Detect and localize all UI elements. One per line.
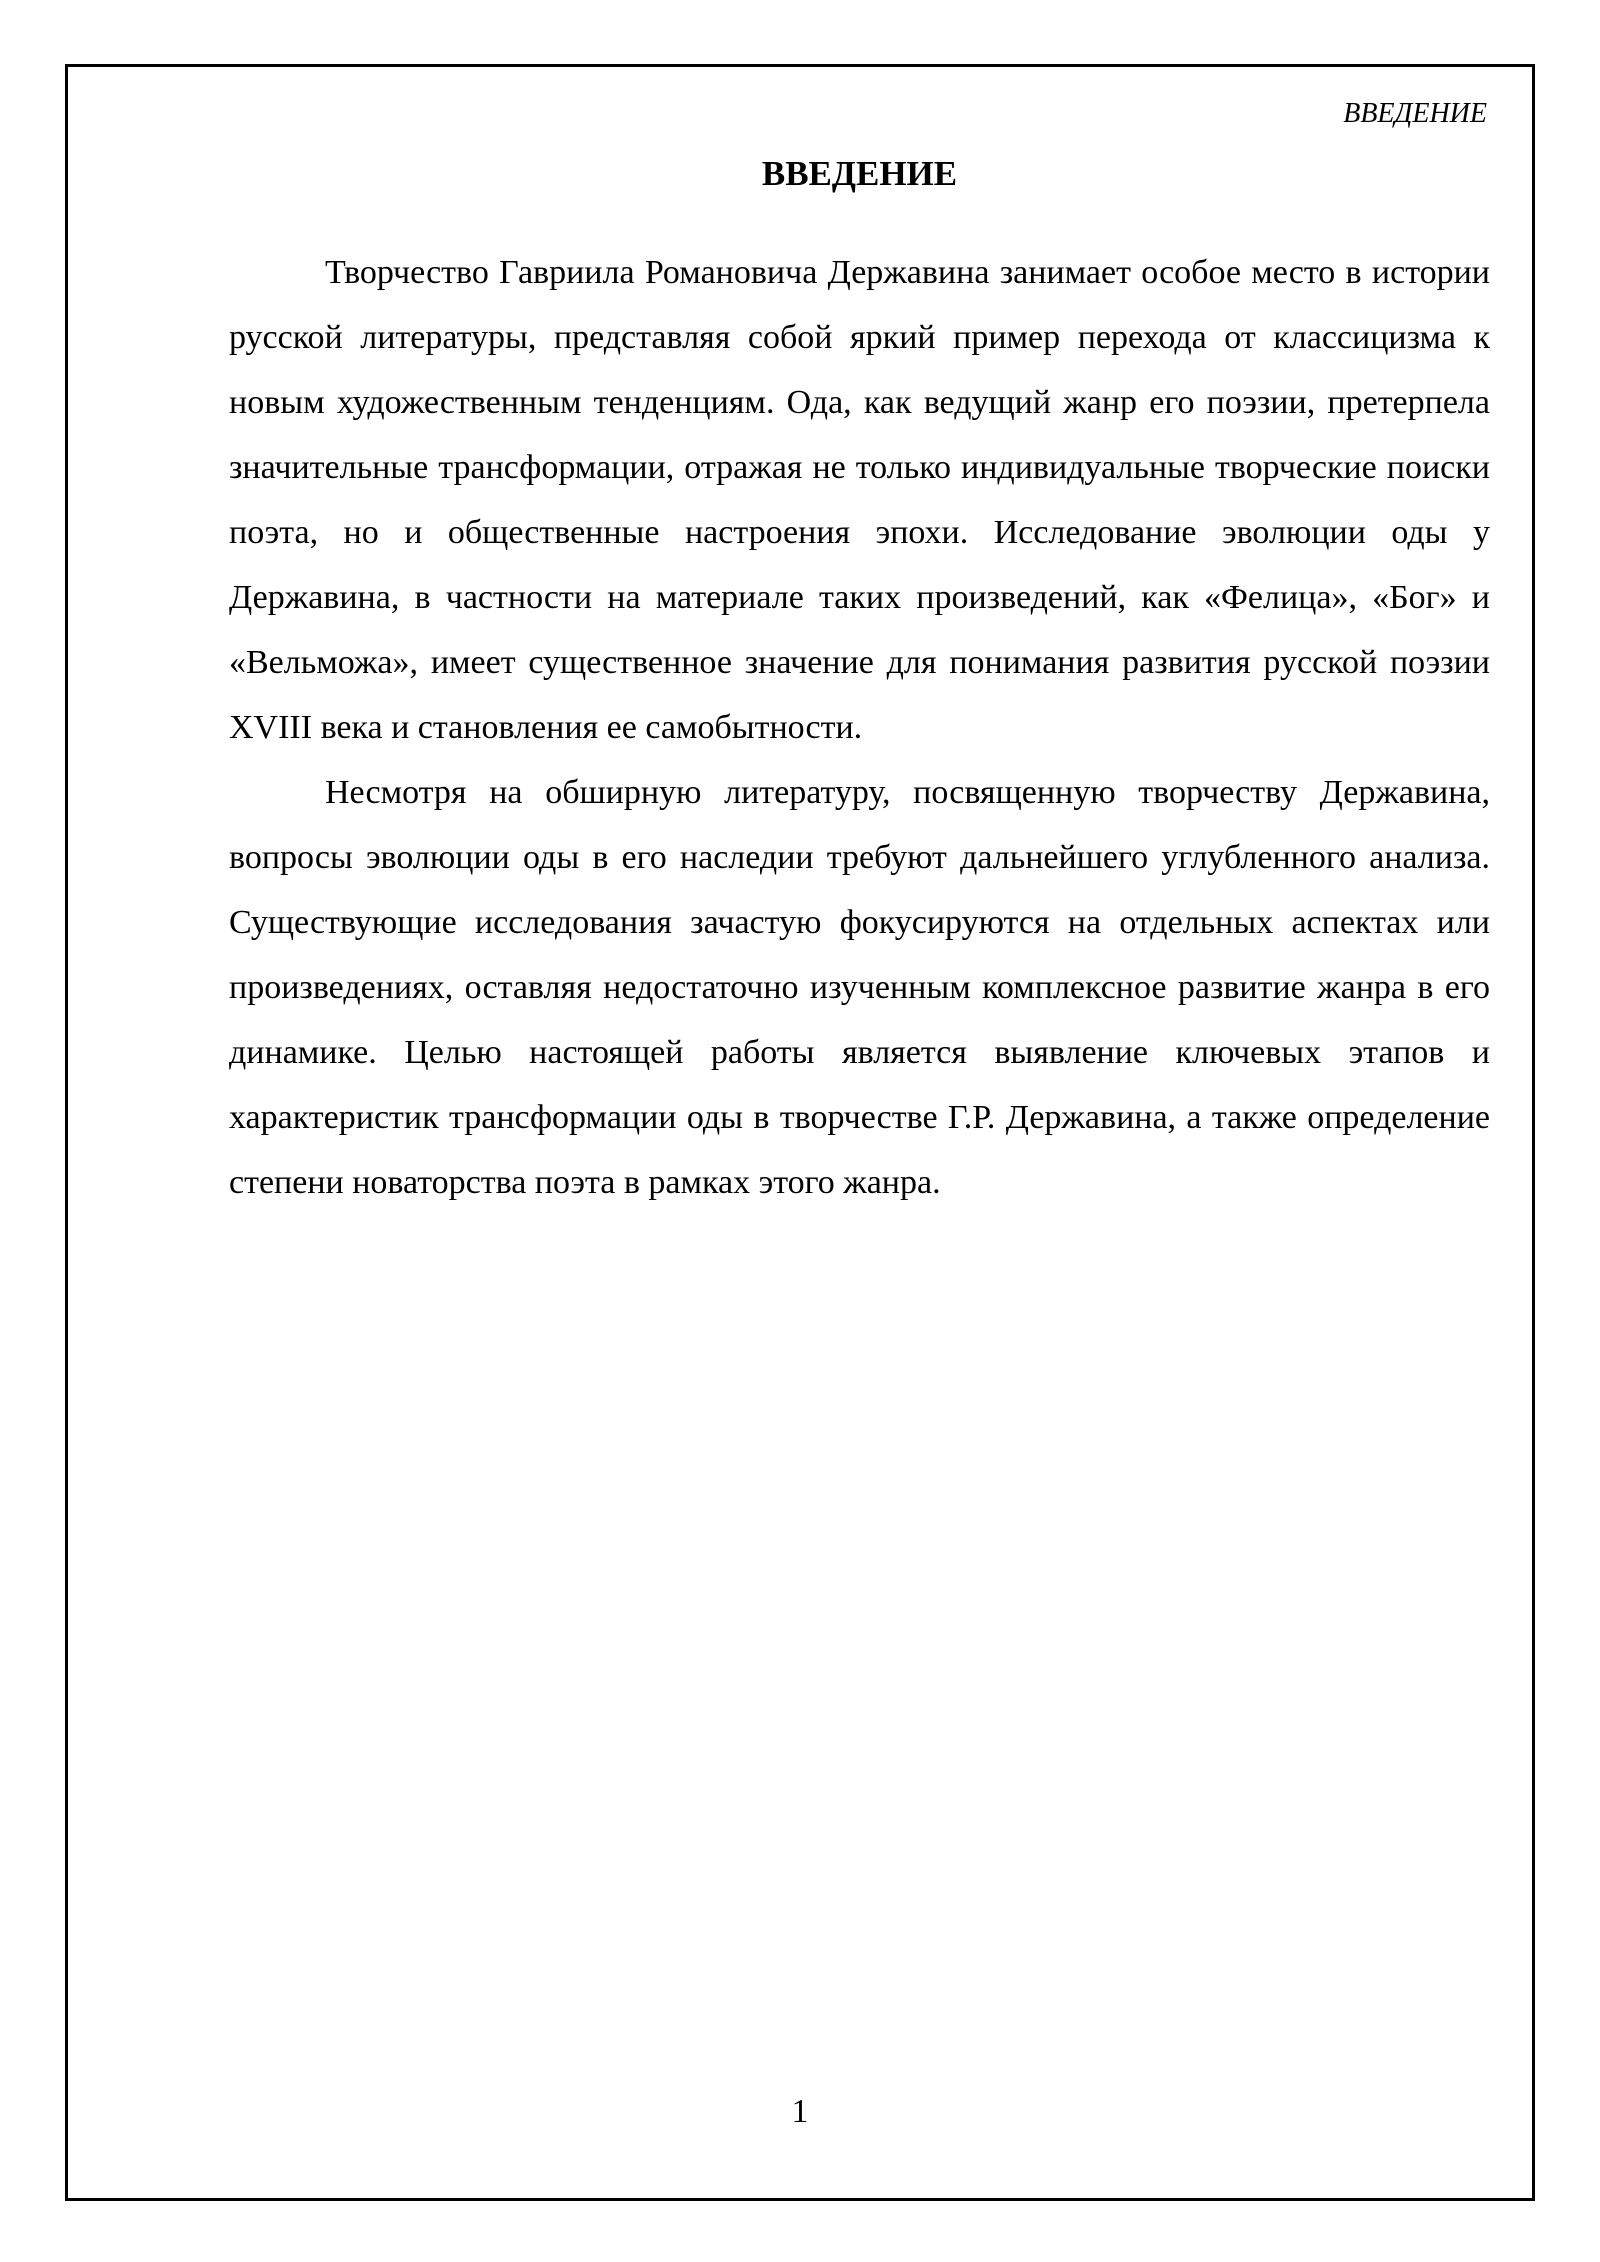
page-number: 1: [791, 2093, 809, 2130]
page-title: ВВЕДЕНИЕ: [761, 154, 958, 193]
paragraph-1: Творчество Гавриила Романовича Державина занимает особое место в истории русской литературы, представляя собой яркий пример перехода от классицизма к новым художественным тенденциям. Ода, как ведущий жанр его поэзии, претерпела значительные трансформации, отражая не только индивидуальные творческие поиски поэта, но и общественные настроения эпохи. Исследование эволюции оды у Державина, в частности на материале таких произведений, как «Фелица», «Бог» и «Вельможа», имеет существенное значение для понимания развития русской поэзии XVIII века и становления ее самобытности.: [229, 254, 1490, 746]
paragraph-2: Несмотря на обширную литературу, посвященную творчеству Державина, вопросы эволюции оды в его наследии требуют дальнейшего углубленного анализа. Существующие исследования зачастую фокусируются на отдельных аспектах или произведениях, оставляя недостаточно изученным комплексное развитие жанра в его динамике. Целью настоящей работы является выявление ключевых этапов и характеристик трансформации оды в творчестве Г.Р. Державина, а также определение степени новаторства поэта в рамках этого жанра.: [229, 774, 1490, 1201]
running-header: ВВЕДЕНИЕ: [1343, 98, 1487, 129]
body-text: [229, 240, 1490, 1215]
